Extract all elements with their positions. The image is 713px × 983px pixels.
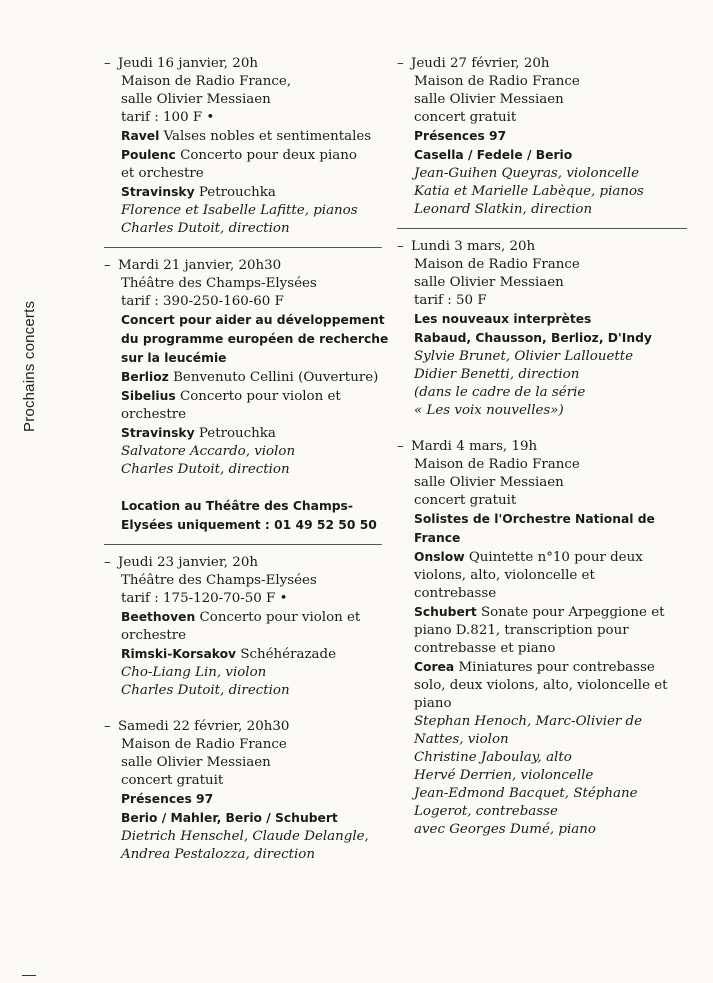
work-title: Sonate pour Arpeggione et <box>476 605 665 620</box>
dash-mark: – <box>104 555 111 570</box>
performer-line: Leonard Slatkin, direction <box>414 202 593 217</box>
detail-line <box>414 767 687 785</box>
composer-name: Ravel <box>121 129 160 143</box>
program-title: Berio / Mahler, Berio / Schubert <box>121 811 338 825</box>
performer-line: Didier Benetti, direction <box>414 367 580 382</box>
booking-note-text: Elysées uniquement : 01 49 52 50 50 <box>121 518 377 532</box>
concert-entry <box>397 55 687 219</box>
info-line: et orchestre <box>121 166 204 181</box>
detail-line <box>121 461 382 479</box>
detail-line <box>121 424 382 443</box>
detail-line <box>121 736 382 754</box>
program-title: France <box>414 531 461 545</box>
left-column <box>104 55 389 864</box>
program-title: Rabaud, Chausson, Berlioz, D'Indy <box>414 331 652 345</box>
performer-line: Florence et Isabelle Lafitte, pianos <box>121 203 358 218</box>
info-line: tarif : 175-120-70-50 F • <box>121 591 288 606</box>
detail-line <box>121 73 382 91</box>
detail-line <box>414 165 687 183</box>
detail-line <box>414 274 687 292</box>
composer-name: Berlioz <box>121 370 169 384</box>
performer-line: avec Georges Dumé, piano <box>414 822 596 837</box>
detail-line <box>414 73 687 91</box>
work-title: Petrouchka <box>194 426 276 441</box>
detail-line <box>414 548 687 567</box>
right-column <box>397 55 687 839</box>
concert-date-text: Lundi 3 mars, 20h <box>411 239 536 254</box>
detail-line <box>414 384 687 402</box>
detail-line <box>121 387 382 406</box>
program-title: Les nouveaux interprètes <box>414 312 592 326</box>
detail-line <box>414 622 687 640</box>
performer-line: Logerot, contrebasse <box>414 804 558 819</box>
concert-details <box>104 572 382 700</box>
info-line: salle Olivier Messiaen <box>414 92 564 107</box>
info-line: salle Olivier Messiaen <box>414 475 564 490</box>
detail-line <box>121 828 382 846</box>
work-title: Concerto pour deux piano <box>175 148 357 163</box>
composer-name: Corea <box>414 660 455 674</box>
detail-line <box>121 202 382 220</box>
composer-name: Stravinsky <box>121 185 195 199</box>
concert-entry <box>397 438 687 839</box>
concert-date-text: Mardi 4 mars, 19h <box>411 439 538 454</box>
detail-line <box>414 310 687 329</box>
dash-mark: – <box>104 719 111 734</box>
composer-name: Schubert <box>414 605 477 619</box>
concert-date <box>397 438 687 456</box>
work-title: Valses nobles et sentimentales <box>159 129 372 144</box>
detail-line <box>121 109 382 127</box>
concert-date <box>104 554 382 572</box>
performer-line: Salvatore Accardo, violon <box>121 444 296 459</box>
booking-note-line <box>121 497 382 516</box>
dash-mark: – <box>397 56 404 71</box>
dash-mark: – <box>104 258 111 273</box>
detail-line <box>121 183 382 202</box>
performer-line: Stephan Henoch, Marc-Olivier de <box>414 714 643 729</box>
detail-line <box>121 645 382 664</box>
concert-entry <box>104 55 382 238</box>
performer-line: (dans le cadre de la série <box>414 385 586 400</box>
concert-entry <box>104 554 382 700</box>
composer-name: Poulenc <box>121 148 176 162</box>
program-title: Concert pour aider au développement <box>121 313 385 327</box>
info-line: salle Olivier Messiaen <box>121 92 271 107</box>
detail-line <box>121 572 382 590</box>
booking-note-text: Location au Théâtre des Champs- <box>121 499 353 513</box>
detail-line <box>121 754 382 772</box>
detail-line <box>414 348 687 366</box>
info-line: solo, deux violons, alto, violoncelle et <box>414 678 668 693</box>
dash-mark: – <box>397 239 404 254</box>
detail-line <box>121 590 382 608</box>
info-line: concert gratuit <box>414 493 517 508</box>
detail-line <box>121 406 382 424</box>
detail-line <box>121 443 382 461</box>
detail-line <box>121 664 382 682</box>
concert-date <box>104 55 382 73</box>
info-line: Maison de Radio France <box>414 74 580 89</box>
detail-line <box>414 91 687 109</box>
detail-line <box>414 529 687 548</box>
booking-note <box>121 497 382 535</box>
detail-line <box>414 510 687 529</box>
work-title: Petrouchka <box>194 185 276 200</box>
info-line: contrebasse et piano <box>414 641 556 656</box>
separator <box>104 247 382 248</box>
detail-line <box>121 91 382 109</box>
performer-line: « Les voix nouvelles») <box>414 403 564 418</box>
detail-line <box>121 368 382 387</box>
concert-details <box>104 275 389 535</box>
detail-line <box>414 821 687 839</box>
performer-line: Andrea Pestalozza, direction <box>121 847 315 862</box>
info-line: Maison de Radio France <box>414 457 580 472</box>
detail-line <box>414 329 687 348</box>
performer-line: Sylvie Brunet, Olivier Lallouette <box>414 349 634 364</box>
detail-line <box>414 658 687 677</box>
detail-line <box>121 627 382 645</box>
performer-line: Jean-Edmond Bacquet, Stéphane <box>414 786 638 801</box>
side-title: Prochains concerts <box>21 300 38 432</box>
performer-line: Nattes, violon <box>414 732 509 747</box>
detail-line <box>414 201 687 219</box>
info-line: Maison de Radio France <box>121 737 287 752</box>
info-line: salle Olivier Messiaen <box>414 275 564 290</box>
info-line: tarif : 100 F • <box>121 110 215 125</box>
info-line: piano <box>414 696 452 711</box>
info-line: concert gratuit <box>121 773 224 788</box>
detail-line <box>414 731 687 749</box>
detail-line <box>121 772 382 790</box>
detail-line <box>121 275 382 293</box>
info-line: Théâtre des Champs-Elysées <box>121 276 317 291</box>
detail-line <box>121 330 389 349</box>
concert-entry <box>104 718 382 864</box>
info-line: orchestre <box>121 407 187 422</box>
detail-line <box>121 790 382 809</box>
detail-line <box>414 749 687 767</box>
detail-line <box>414 256 687 274</box>
performer-line: Hervé Derrien, violoncelle <box>414 768 594 783</box>
detail-line <box>414 603 687 622</box>
program-title: Casella / Fedele / Berio <box>414 148 573 162</box>
detail-line <box>414 640 687 658</box>
work-title: Concerto pour violon et <box>175 389 341 404</box>
concert-details <box>397 73 687 219</box>
detail-line <box>121 311 385 330</box>
info-line: tarif : 50 F <box>414 293 487 308</box>
detail-line <box>414 474 687 492</box>
program-title: Solistes de l'Orchestre National de <box>414 512 655 526</box>
program-title: Présences 97 <box>121 792 214 806</box>
work-title: Concerto pour violon et <box>195 610 361 625</box>
detail-line <box>414 127 687 146</box>
detail-line <box>121 165 382 183</box>
detail-line <box>121 220 382 238</box>
info-line: Théâtre des Champs-Elysées <box>121 573 317 588</box>
detail-line <box>121 682 382 700</box>
info-line: orchestre <box>121 628 187 643</box>
info-line: violons, alto, violoncelle et <box>414 568 595 583</box>
concert-date <box>104 257 382 275</box>
info-line: contrebasse <box>414 586 497 601</box>
program-title: du programme européen de recherche <box>121 332 389 346</box>
work-title: Schéhérazade <box>236 647 337 662</box>
info-line: Maison de Radio France, <box>121 74 292 89</box>
detail-line <box>121 146 382 165</box>
detail-line <box>414 109 687 127</box>
dash-mark: – <box>397 439 404 454</box>
detail-line <box>414 492 687 510</box>
performer-line: Dietrich Henschel, Claude Delangle, <box>121 829 369 844</box>
program-title: Présences 97 <box>414 129 507 143</box>
composer-name: Onslow <box>414 550 465 564</box>
work-title: Benvenuto Cellini (Ouverture) <box>168 370 379 385</box>
performer-line: Charles Dutoit, direction <box>121 683 290 698</box>
performer-line: Katia et Marielle Labèque, pianos <box>414 184 644 199</box>
concert-entry <box>397 238 687 420</box>
concert-details <box>104 73 382 238</box>
detail-line <box>414 366 687 384</box>
performer-line: Charles Dutoit, direction <box>121 221 290 236</box>
detail-line <box>414 695 687 713</box>
detail-line <box>414 183 687 201</box>
performer-line: Charles Dutoit, direction <box>121 462 290 477</box>
concert-date <box>397 55 687 73</box>
detail-line <box>414 146 687 165</box>
concert-details <box>397 256 687 420</box>
program-title: sur la leucémie <box>121 351 227 365</box>
info-line: tarif : 390-250-160-60 F <box>121 294 284 309</box>
dash-mark: – <box>104 56 111 71</box>
info-line: Maison de Radio France <box>414 257 580 272</box>
info-line: salle Olivier Messiaen <box>121 755 271 770</box>
performer-line: Christine Jaboulay, alto <box>414 750 572 765</box>
detail-line <box>121 809 382 828</box>
separator <box>104 544 382 545</box>
concert-entry <box>104 257 389 535</box>
detail-line <box>121 349 382 368</box>
detail-line <box>414 585 687 603</box>
separator <box>397 228 687 229</box>
concert-date-text: Jeudi 23 janvier, 20h <box>118 555 258 570</box>
corner-mark <box>22 975 36 976</box>
detail-line <box>121 127 382 146</box>
detail-line <box>414 567 687 585</box>
performer-line: Cho-Liang Lin, violon <box>121 665 267 680</box>
booking-note-line <box>121 516 382 535</box>
detail-line <box>121 608 382 627</box>
composer-name: Sibelius <box>121 389 176 403</box>
concert-date-text: Jeudi 16 janvier, 20h <box>118 56 258 71</box>
concert-date <box>104 718 382 736</box>
concert-date <box>397 238 687 256</box>
detail-line <box>414 803 687 821</box>
info-line: piano D.821, transcription pour <box>414 623 629 638</box>
detail-line <box>414 402 687 420</box>
concert-date-text: Samedi 22 février, 20h30 <box>118 719 290 734</box>
concert-date-text: Jeudi 27 février, 20h <box>411 56 550 71</box>
concert-date-text: Mardi 21 janvier, 20h30 <box>118 258 282 273</box>
detail-line <box>121 846 382 864</box>
composer-name: Rimski-Korsakov <box>121 647 237 661</box>
detail-line <box>414 713 687 731</box>
detail-line <box>414 292 687 310</box>
composer-name: Stravinsky <box>121 426 195 440</box>
detail-line <box>121 293 382 311</box>
work-title: Quintette n°10 pour deux <box>464 550 643 565</box>
detail-line <box>414 677 687 695</box>
concert-details <box>397 456 687 839</box>
concert-details <box>104 736 382 864</box>
detail-line <box>414 456 687 474</box>
work-title: Miniatures pour contrebasse <box>454 660 655 675</box>
info-line: concert gratuit <box>414 110 517 125</box>
composer-name: Beethoven <box>121 610 196 624</box>
detail-line <box>414 785 687 803</box>
performer-line: Jean-Guihen Queyras, violoncelle <box>414 166 640 181</box>
